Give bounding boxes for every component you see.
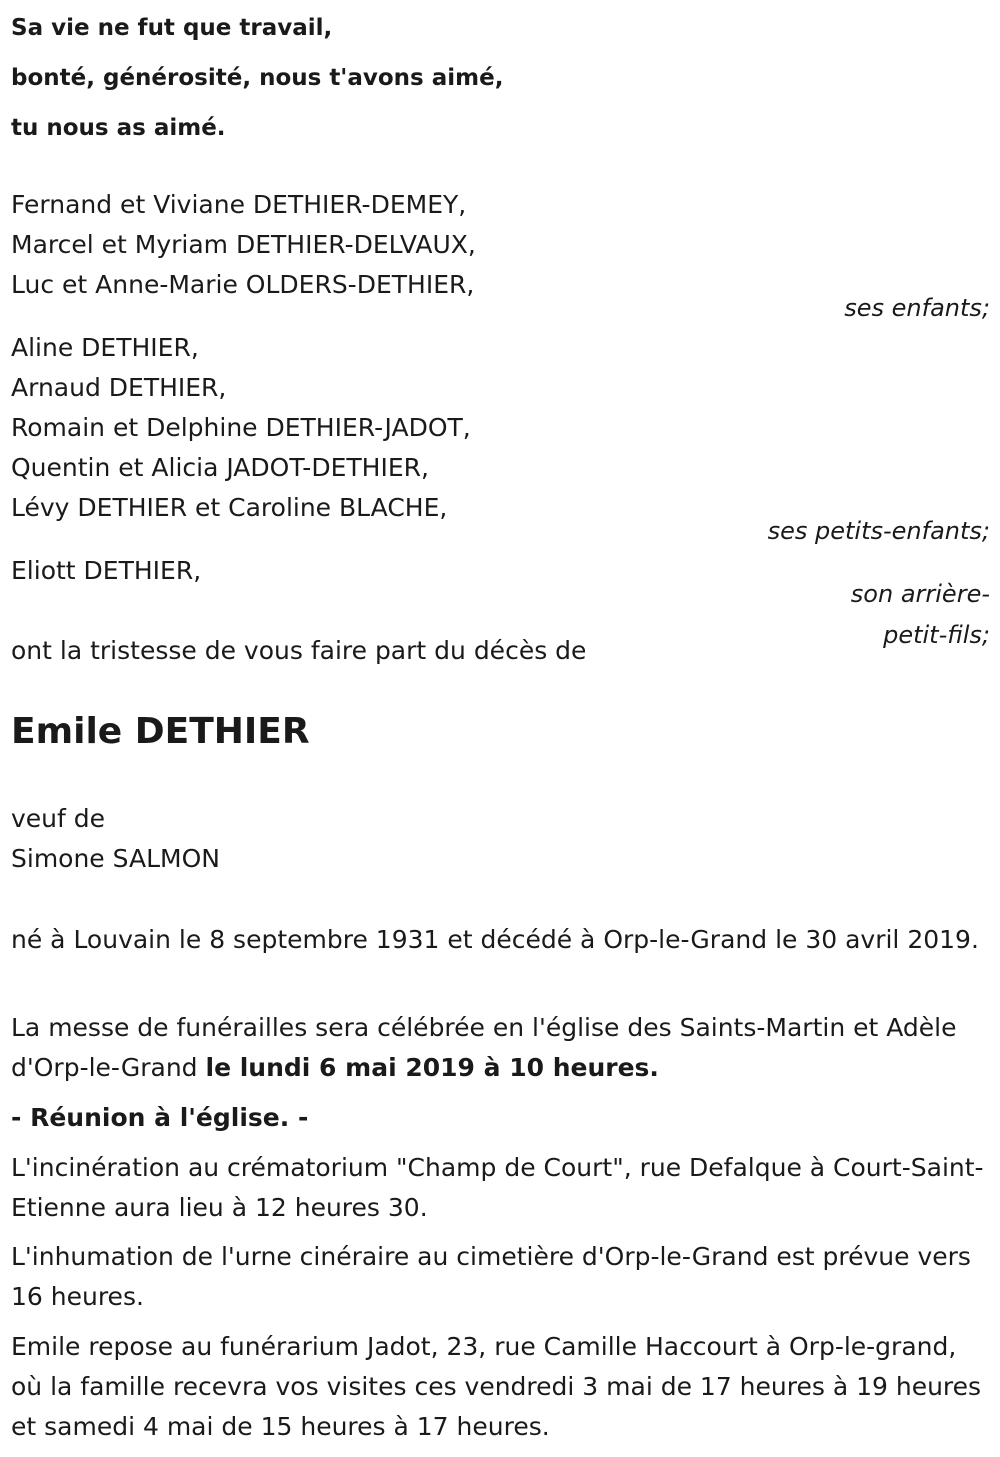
spouse-name: Simone SALMON — [11, 844, 220, 873]
grandchildren-role: ses petits-enfants; — [767, 517, 990, 545]
birth-death: né à Louvain le 8 septembre 1931 et décédé à Orp-le-Grand le 30 avril 2019. — [11, 925, 979, 954]
burial: L'inhumation de l'urne cinéraire au cimetière d'Orp-le-Grand est prévue vers 16 heures. — [11, 1242, 971, 1311]
children-role: ses enfants; — [844, 294, 990, 322]
mass-date: le lundi 6 mai 2019 à 10 heures. — [205, 1053, 659, 1082]
grandchild-name: Romain et Delphine DETHIER-JADOT, — [11, 413, 471, 442]
great-grandchild-role-line-1: son arrière- — [850, 580, 990, 608]
funeral-mass — [11, 1008, 986, 1088]
child-name: Fernand et Viviane DETHIER-DEMEY, — [11, 190, 467, 219]
quote-line-1: Sa vie ne fut que travail, — [11, 15, 333, 41]
grandchild-name: Aline DETHIER, — [11, 333, 199, 362]
deceased-name: Emile DETHIER — [11, 711, 310, 752]
announcement: ont la tristesse de vous faire part du décès de — [11, 636, 587, 665]
meeting-note: - Réunion à l'église. - — [11, 1103, 309, 1132]
child-name: Marcel et Myriam DETHIER-DELVAUX, — [11, 230, 476, 259]
grandchild-name: Arnaud DETHIER, — [11, 373, 227, 402]
grandchild-name: Quentin et Alicia JADOT-DETHIER, — [11, 453, 429, 482]
grandchild-name: Lévy DETHIER et Caroline BLACHE, — [11, 493, 448, 522]
great-grandchild-name: Eliott DETHIER, — [11, 556, 202, 585]
child-name: Luc et Anne-Marie OLDERS-DETHIER, — [11, 270, 475, 299]
viewing: Emile repose au funérarium Jadot, 23, rue Camille Haccourt à Orp-le-grand, où la famille recevra vos visites ces vendredi 3 mai de 17 heures à 19 heures et samedi 4 mai de 15 heures à 17 heures. — [11, 1332, 982, 1441]
mass-intro: La messe de funérailles sera célébrée en l'église des Saints-Martin et Adèle d'Orp-le-Grand — [11, 1013, 957, 1082]
widower-of: veuf de — [11, 804, 106, 833]
great-grandchild-role-line-2: petit-fils; — [883, 621, 990, 649]
quote-line-2: bonté, générosité, nous t'avons aimé, — [11, 65, 504, 91]
quote-line-3: tu nous as aimé. — [11, 115, 226, 141]
cremation: L'incinération au crématorium "Champ de Court", rue Defalque à Court-Saint-Etienne aura lieu à 12 heures 30. — [11, 1153, 984, 1222]
